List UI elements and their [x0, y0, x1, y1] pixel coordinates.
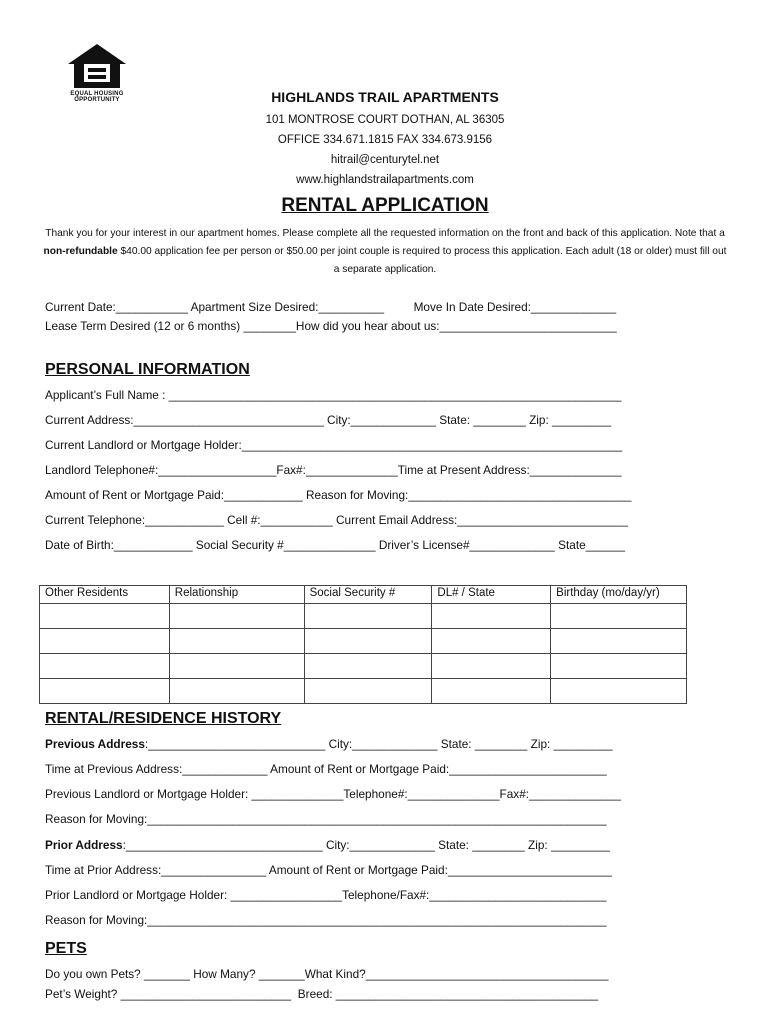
table-cell[interactable]	[40, 679, 170, 704]
table-cell[interactable]	[169, 679, 304, 704]
header-relationship: Relationship	[169, 586, 304, 604]
company-name: HIGHLANDS TRAIL APARTMENTS	[271, 89, 499, 105]
table-header-row	[40, 586, 687, 604]
header-birthday: Birthday (mo/day/yr)	[551, 586, 687, 604]
table-cell[interactable]	[40, 604, 170, 629]
office-phone-fax: OFFICE 334.671.1815 FAX 334.673.9156	[277, 134, 493, 146]
table-cell[interactable]	[169, 604, 304, 629]
rent-amount-field-line[interactable]: Amount of Rent or Mortgage Paid:____________ Reason for Moving:__________________________________	[45, 488, 632, 502]
table-row	[40, 629, 687, 654]
other-residents-table	[39, 585, 687, 704]
table-cell[interactable]	[551, 679, 687, 704]
table-row	[40, 604, 687, 629]
equal-housing-icon	[66, 42, 128, 90]
lease-term-field-line[interactable]: Lease Term Desired (12 or 6 months) ________How did you hear about us:___________________________	[45, 319, 617, 333]
table-cell[interactable]	[551, 604, 687, 629]
table-cell[interactable]	[432, 679, 551, 704]
table-row	[40, 654, 687, 679]
table-cell[interactable]	[304, 604, 432, 629]
time-at-previous-address-field-line[interactable]: Time at Previous Address:_____________ Amount of Rent or Mortgage Paid:________________________	[45, 762, 607, 776]
own-pets-field-line[interactable]: Do you own Pets? _______ How Many? _______What Kind?_____________________________________	[45, 967, 609, 981]
prior-reason-for-moving-field-line[interactable]: Reason for Moving:______________________________________________________________________	[45, 913, 607, 927]
table-row	[40, 679, 687, 704]
logo-text: EQUAL HOUSING OPPORTUNITY	[70, 91, 124, 103]
table-cell[interactable]	[304, 654, 432, 679]
current-landlord-field-line[interactable]: Current Landlord or Mortgage Holder:__________________________________________________________	[45, 438, 623, 452]
table-cell[interactable]	[432, 629, 551, 654]
section-heading-pets: PETS	[45, 940, 87, 957]
header-other-residents: Other Residents	[40, 586, 170, 604]
table-cell[interactable]	[304, 679, 432, 704]
prior-address-field-line[interactable]: Prior Address:______________________________ City:_____________ State: ________ Zip: _________	[45, 838, 610, 852]
table-cell[interactable]	[169, 629, 304, 654]
page-title: RENTAL APPLICATION	[281, 195, 489, 216]
date-of-birth-field-line[interactable]: Date of Birth:____________ Social Security #______________ Driver’s License#_____________ State______	[45, 538, 626, 552]
landlord-telephone-field-line[interactable]: Landlord Telephone#:__________________Fax#:______________Time at Present Address:______________	[45, 463, 622, 477]
company-website: www.highlandstrailapartments.com	[296, 174, 474, 186]
table-cell[interactable]	[304, 629, 432, 654]
pet-weight-field-line[interactable]: Pet’s Weight? __________________________ Breed: ________________________________________	[45, 987, 599, 1001]
section-heading-rental-history: RENTAL/RESIDENCE HISTORY	[45, 710, 282, 727]
section-heading-personal: PERSONAL INFORMATION	[45, 361, 250, 378]
current-telephone-field-line[interactable]: Current Telephone:____________ Cell #:___________ Current Email Address:__________________________	[45, 513, 628, 527]
previous-landlord-field-line[interactable]: Previous Landlord or Mortgage Holder: ______________Telephone#:______________Fax#:______________	[45, 787, 621, 801]
table-cell[interactable]	[432, 654, 551, 679]
table-cell[interactable]	[40, 654, 170, 679]
current-address-field-line[interactable]: Current Address:_____________________________ City:_____________ State: ________ Zip: _________	[45, 413, 612, 427]
applicant-name-field-line[interactable]: Applicant’s Full Name : _____________________________________________________________________	[45, 388, 622, 402]
table-cell[interactable]	[551, 654, 687, 679]
prior-landlord-field-line[interactable]: Prior Landlord or Mortgage Holder: _________________Telephone/Fax#:___________________________	[45, 888, 607, 902]
header-social-security: Social Security #	[304, 586, 432, 604]
table-cell[interactable]	[432, 604, 551, 629]
previous-address-field-line[interactable]: Previous Address:___________________________ City:_____________ State: ________ Zip: _________	[45, 737, 613, 751]
intro-paragraph: Thank you for your interest in our apartment homes. Please complete all the requested information on the front and back of this application. Note that a non-refundable $40.00 application fee per person or $50.00 per joint couple is required to process this application. Each adult (18 or older) must fill out a separate application.	[43, 228, 727, 275]
table-cell[interactable]	[169, 654, 304, 679]
time-at-prior-address-field-line[interactable]: Time at Prior Address:________________ Amount of Rent or Mortgage Paid:_________________________	[45, 863, 612, 877]
company-address: 101 MONTROSE COURT DOTHAN, AL 36305	[265, 114, 505, 126]
company-email: hitrail@centurytel.net	[330, 154, 440, 166]
previous-reason-for-moving-field-line[interactable]: Reason for Moving:______________________________________________________________________	[45, 812, 607, 826]
table-cell[interactable]	[551, 629, 687, 654]
header-dl-state: DL# / State	[432, 586, 551, 604]
table-cell[interactable]	[40, 629, 170, 654]
current-date-field-line[interactable]: Current Date:___________ Apartment Size Desired:__________ Move In Date Desired:_____________	[45, 300, 617, 314]
